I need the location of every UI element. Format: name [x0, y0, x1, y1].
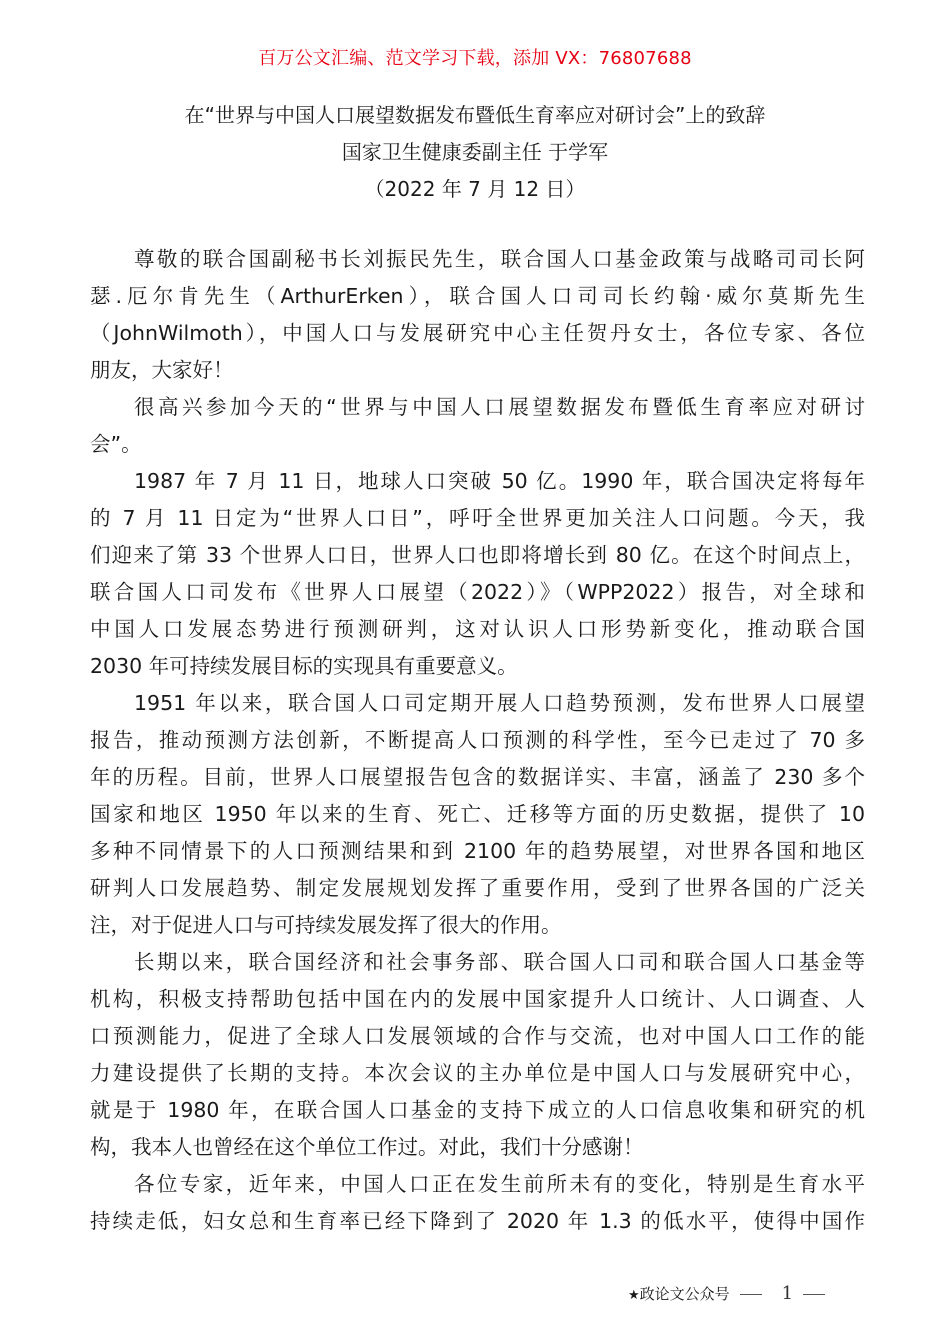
text-line: 联合国人口司发布《世界人口展望（2022）》（WPP2022）报告，对全球和 — [90, 580, 865, 604]
text-line: 会”。 — [90, 432, 142, 456]
text-line: 2030 年可持续发展目标的实现具有重要意义。 — [90, 654, 518, 678]
paragraph-fertility-change — [90, 1166, 865, 1240]
paragraph-wpp-history — [90, 685, 865, 944]
download-banner: 百万公文汇编、范文学习下载，添加 VX：76807688 — [258, 48, 692, 69]
text-line: 构，我本人也曾经在这个单位工作过。对此，我们十分感谢！ — [90, 1135, 644, 1159]
text-line: 1987 年 7 月 11 日，地球人口突破 50 亿。1990 年，联合国决定将每年 — [134, 469, 865, 493]
paragraph-un-support — [90, 944, 865, 1166]
text-line: 瑟.厄尔肯先生（ArthurErken），联合国人口司司长约翰·威尔莫斯先生 — [90, 284, 865, 308]
footer-source: 政论文公众号 — [639, 1285, 730, 1303]
text-line: 报告，推动预测方法创新，不断提高人口预测的科学性，至今已走过了 70 多 — [90, 728, 865, 752]
text-line: 国家和地区 1950 年以来的生育、死亡、迁移等方面的历史数据，提供了 10 — [90, 802, 865, 826]
text-line: 们迎来了第 33 个世界人口日，世界人口也即将增长到 80 亿。在这个时间点上， — [90, 543, 865, 567]
text-line: 力建设提供了长期的支持。本次会议的主办单位是中国人口与发展研究中心， — [90, 1061, 865, 1085]
speech-header — [0, 97, 950, 208]
text-line: （JohnWilmoth），中国人口与发展研究中心主任贺丹女士，各位专家、各位 — [90, 321, 865, 345]
text-line: 口预测能力，促进了全球人口发展领域的合作与交流，也对中国人口工作的能 — [90, 1024, 865, 1048]
text-line: 年的历程。目前，世界人口展望报告包含的数据详实、丰富，涵盖了 230 多个 — [90, 765, 865, 789]
paragraph-welcome — [90, 389, 865, 463]
dash-left — [740, 1294, 762, 1295]
text-line: 注，对于促进人口与可持续发展发挥了很大的作用。 — [90, 913, 562, 937]
page-footer — [628, 1283, 835, 1307]
text-line: 就是于 1980 年，在联合国人口基金的支持下成立的人口信息收集和研究的机 — [90, 1098, 865, 1122]
text-line: 很高兴参加今天的“世界与中国人口展望数据发布暨低生育率应对研讨 — [134, 395, 865, 419]
text-line: 尊敬的联合国副秘书长刘振民先生，联合国人口基金政策与战略司司长阿 — [134, 247, 865, 271]
paragraph-greeting — [90, 241, 865, 389]
speech-body — [90, 241, 865, 1240]
text-line: 研判人口发展趋势、制定发展规划发挥了重要作用，受到了世界各国的广泛关 — [90, 876, 865, 900]
text-line: 各位专家，近年来，中国人口正在发生前所未有的变化，特别是生育水平 — [134, 1172, 865, 1196]
text-line: 持续走低，妇女总和生育率已经下降到了 2020 年 1.3 的低水平，使得中国作 — [90, 1209, 865, 1233]
page-number: 1 — [781, 1283, 794, 1304]
star-icon: ★ — [628, 1288, 640, 1303]
paragraph-world-population-day — [90, 463, 865, 685]
text-line: 机构，积极支持帮助包括中国在内的发展中国家提升人口统计、人口调查、人 — [90, 987, 865, 1011]
text-line: 中国人口发展态势进行预测研判，这对认识人口形势新变化，推动联合国 — [90, 617, 865, 641]
text-line: 的 7 月 11 日定为“世界人口日”，呼吁全世界更加关注人口问题。今天，我 — [90, 506, 865, 530]
text-line: 多种不同情景下的人口预测结果和到 2100 年的趋势展望，对世界各国和地区 — [90, 839, 865, 863]
speech-date: （2022 年 7 月 12 日） — [364, 177, 586, 201]
text-line: 朋友，大家好！ — [90, 358, 234, 382]
speaker-line: 国家卫生健康委副主任 于学军 — [341, 140, 609, 164]
text-line: 1951 年以来，联合国人口司定期开展人口趋势预测，发布世界人口展望 — [134, 691, 865, 715]
text-line: 长期以来，联合国经济和社会事务部、联合国人口司和联合国人口基金等 — [134, 950, 865, 974]
speech-title: 在“世界与中国人口展望数据发布暨低生育率应对研讨会”上的致辞 — [184, 103, 766, 127]
dash-right — [803, 1294, 825, 1295]
